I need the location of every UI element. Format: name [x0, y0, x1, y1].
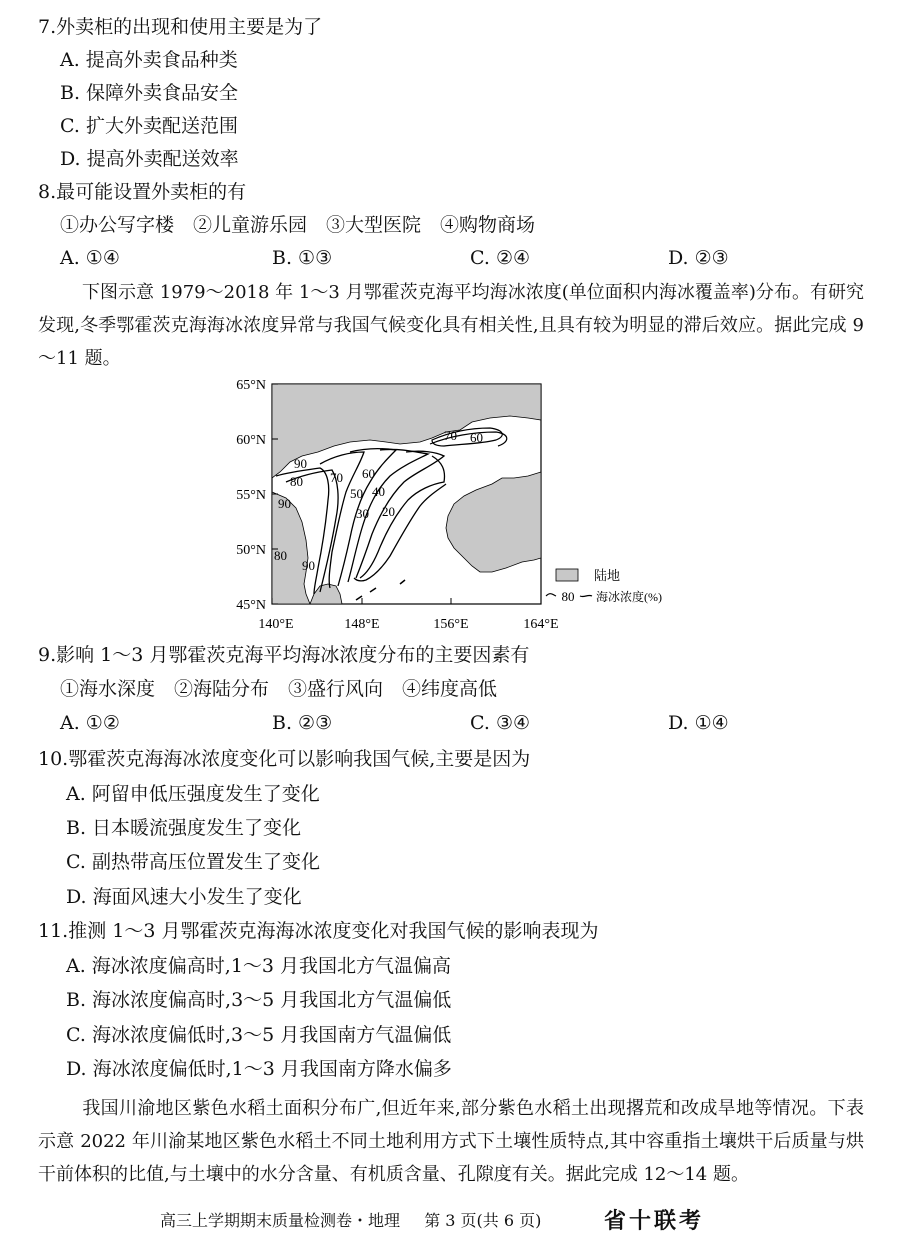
lat-label-50: 50°N	[236, 543, 266, 558]
q11-option-c: C. 海冰浓度偏低时,3～5 月我国南方气温偏低	[66, 1024, 452, 1046]
brand-logo-text: 省十联考	[604, 1209, 705, 1234]
q9-option-d: D. ①④	[668, 712, 729, 734]
lon-label-156: 156°E	[433, 617, 469, 632]
lat-label-65: 65°N	[236, 378, 266, 393]
q10-stem: 10.鄂霍茨克海海冰浓度变化可以影响我国气候,主要是因为	[38, 748, 531, 770]
contour-label-90-a: 90	[294, 456, 307, 471]
q10-option-d: D. 海面风速大小发生了变化	[66, 886, 302, 908]
intro-paragraph-12-14	[38, 1092, 864, 1191]
q7-option-b: B. 保障外卖食品安全	[60, 82, 239, 104]
contour-label-60: 60	[362, 466, 375, 481]
q11-option-d: D. 海冰浓度偏低时,1～3 月我国南方降水偏多	[66, 1058, 452, 1080]
intro-12-14-text: 我国川渝地区紫色水稻土面积分布广,但近年来,部分紫色水稻土出现撂荒和改成旱地等情况。下表示意 2022 年川渝某地区紫色水稻土不同土地利用方式下土壤性质特点,其中容重指土壤烘干后质量与烘干前体积的比值,与土壤中的水分含量、有机质含量、孔隙度有关。据此完成 12～14 题。	[38, 1098, 864, 1185]
sea-ice-map-svg	[210, 372, 710, 638]
contour-label-90-c: 90	[302, 558, 315, 573]
q9-option-b: B. ②③	[272, 712, 333, 734]
q8-option-a: A. ①④	[60, 247, 120, 269]
contour-label-90-b: 90	[278, 496, 291, 511]
intro-paragraph-9-11	[38, 276, 864, 375]
q8-items: ①办公写字楼 ②儿童游乐园 ③大型医院 ④购物商场	[60, 214, 536, 236]
q11-option-a: A. 海冰浓度偏高时,1～3 月我国北方气温偏高	[66, 955, 452, 977]
q8-stem: 8.最可能设置外卖柜的有	[38, 181, 247, 203]
contour-label-60-north: 60	[470, 430, 483, 445]
lon-label-148: 148°E	[344, 617, 380, 632]
footer-page-number: 第 3 页(共 6 页)	[424, 1211, 542, 1230]
q8-option-c: C. ②④	[470, 247, 531, 269]
contour-label-50: 50	[350, 486, 363, 501]
q7-stem: 7.外卖柜的出现和使用主要是为了	[38, 16, 323, 38]
legend-contour-line-left	[546, 594, 556, 596]
lat-label-60: 60°N	[236, 433, 266, 448]
page-footer	[160, 1208, 541, 1231]
q7-option-a: A. 提高外卖食品种类	[60, 49, 238, 71]
contour-label-80-b: 80	[274, 548, 287, 563]
contour-label-40: 40	[372, 484, 385, 499]
q8-option-d: D. ②③	[668, 247, 729, 269]
q10-option-b: B. 日本暖流强度发生了变化	[66, 817, 302, 839]
q7-option-d: D. 提高外卖配送效率	[60, 148, 239, 170]
q9-items: ①海水深度 ②海陆分布 ③盛行风向 ④纬度高低	[60, 678, 498, 700]
legend-contour-label: 海冰浓度(%)	[596, 590, 662, 604]
legend-contour-value: 80	[561, 589, 575, 604]
q10-option-c: C. 副热带高压位置发生了变化	[66, 851, 320, 873]
lon-label-164: 164°E	[523, 617, 559, 632]
q11-stem: 11.推测 1～3 月鄂霍茨克海海冰浓度变化对我国气候的影响表现为	[38, 920, 599, 942]
q9-option-a: A. ①②	[60, 712, 120, 734]
q7-option-c: C. 扩大外卖配送范围	[60, 115, 238, 137]
legend-contour-line-right	[580, 595, 592, 596]
contour-label-70: 70	[330, 470, 343, 485]
lon-label-140: 140°E	[258, 617, 294, 632]
legend-land-swatch	[556, 569, 578, 581]
q8-option-b: B. ①③	[272, 247, 333, 269]
q10-option-a: A. 阿留申低压强度发生了变化	[66, 783, 320, 805]
sea-ice-map	[210, 372, 710, 638]
legend-land-label: 陆地	[594, 568, 621, 583]
q9-stem: 9.影响 1～3 月鄂霍茨克海平均海冰浓度分布的主要因素有	[38, 644, 530, 666]
lat-label-45: 45°N	[236, 598, 266, 613]
contour-label-30: 30	[356, 506, 369, 521]
lat-label-55: 55°N	[236, 488, 266, 503]
contour-label-80-a: 80	[290, 474, 303, 489]
q9-option-c: C. ③④	[470, 712, 531, 734]
contour-label-20: 20	[382, 504, 395, 519]
intro-9-11-text: 下图示意 1979～2018 年 1～3 月鄂霍茨克海平均海冰浓度(单位面积内海冰覆盖率)分布。有研究发现,冬季鄂霍茨克海海冰浓度异常与我国气候变化具有相关性,且具有较为明显的滞后效应。据此完成 9～11 题。	[38, 282, 864, 369]
contour-label-70-north: 70	[444, 428, 457, 443]
q11-option-b: B. 海冰浓度偏高时,3～5 月我国北方气温偏低	[66, 989, 452, 1011]
footer-title: 高三上学期期末质量检测卷・地理	[160, 1211, 401, 1230]
